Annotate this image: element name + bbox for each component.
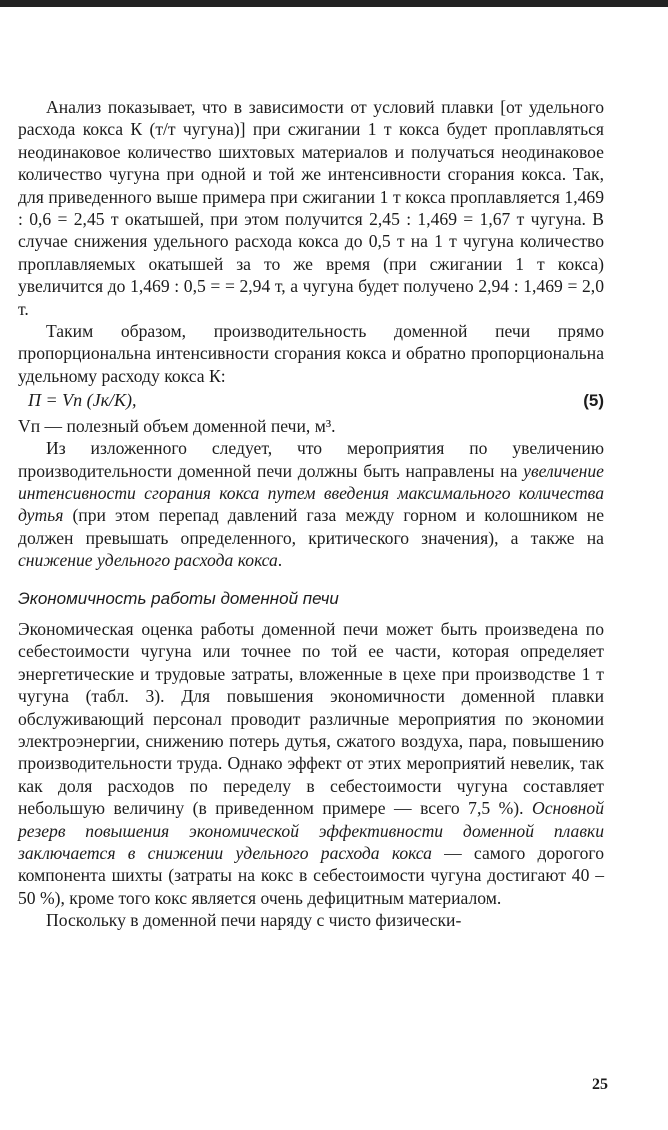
page-body [18, 96, 604, 932]
formula-number: (5) [583, 391, 604, 411]
section-title: Экономичность работы доменной печи [18, 588, 339, 608]
page-number: 25 [592, 1076, 608, 1093]
paragraph-conclusion: Таким образом, производительность доменной печи прямо пропорциональна интенсивности сгорания кокса и обратно пропорциональна удельному расходу кокса К: [18, 321, 604, 386]
text-span: Экономическая оценка работы доменной печи может быть произведена по себестоимости чугуна или точнее по той ее части, которая определяет энергетические и трудовые затраты, вложенные в цехе при производстве 1 т чугуна (табл. 3). Для повышения экономичности доменной плавки обслуживающий персонал проводит различные мероприятия по экономии электроэнергии, снижению потерь дутья, сжатого воздуха, пара, повышению производительности труда. Однако эффект от этих мероприятий невелик, так как доля расходов по переделу в себестоимости чугуна составляет небольшую величину (в приведенном примере — всего 7,5 %). [18, 618, 604, 819]
top-border-rule [0, 0, 668, 7]
paragraph-analysis: Анализ показывает, что в зависимости от условий плавки [от удельного расхода кокса К (т/т чугуна)] при сжигании 1 т кокса будет проплавляться неодинаковое количество шихтовых материалов и получаться неодинаковое количество чугуна при одной и той же интенсивности сгорания кокса. Так, для приведенного выше примера при сжигании 1 т кокса проплавляется 1,469 : 0,6 = 2,45 т окатышей, при этом получится 2,45 : 1,469 = 1,67 т чугуна. В случае снижения удельного расхода кокса до 0,5 т на 1 т чугуна количество проплавляемых окатышей за то же время (при сжигании 1 т кокса) увеличится до 1,469 : 0,5 = = 2,94 т, а чугуна будет получено 2,94 : 1,469 = 2,0 т. [18, 97, 604, 319]
emphasis-span: Основной резерв повышения экономической эффективности доменной плавки заключается в снижении удельного расхода кокса [18, 798, 604, 863]
text-span: Из изложенного следует, что мероприятия по увеличению производительности доменной печи должны быть направлены на [18, 438, 604, 481]
text-span: (при этом перепад давлений газа между горном и колошником не должен превышать определенного, критического значения), а также на [18, 505, 604, 548]
text-span: . [277, 550, 283, 571]
emphasis-span: снижение удельного расхода кокса [18, 550, 278, 571]
paragraph-continuation: Поскольку в доменной печи наряду с чисто физически- [46, 910, 462, 931]
paragraph-measures [18, 437, 604, 571]
formula-expression: П = Vп (Jк/К), [28, 390, 137, 411]
text-span: — самого дорогого компонента шихты (затраты на кокс в себестоимости чугуна достигают 40 – 50 %), кроме того кокс является очень дефицитным материалом. [18, 843, 604, 908]
formula-note: Vп — полезный объем доменной печи, м³. [18, 415, 336, 436]
emphasis-span: увеличение интенсивности сгорания кокса путем введения максимального количества дутья [18, 460, 604, 526]
formula-line [18, 389, 604, 412]
paragraph-economics [18, 618, 604, 909]
